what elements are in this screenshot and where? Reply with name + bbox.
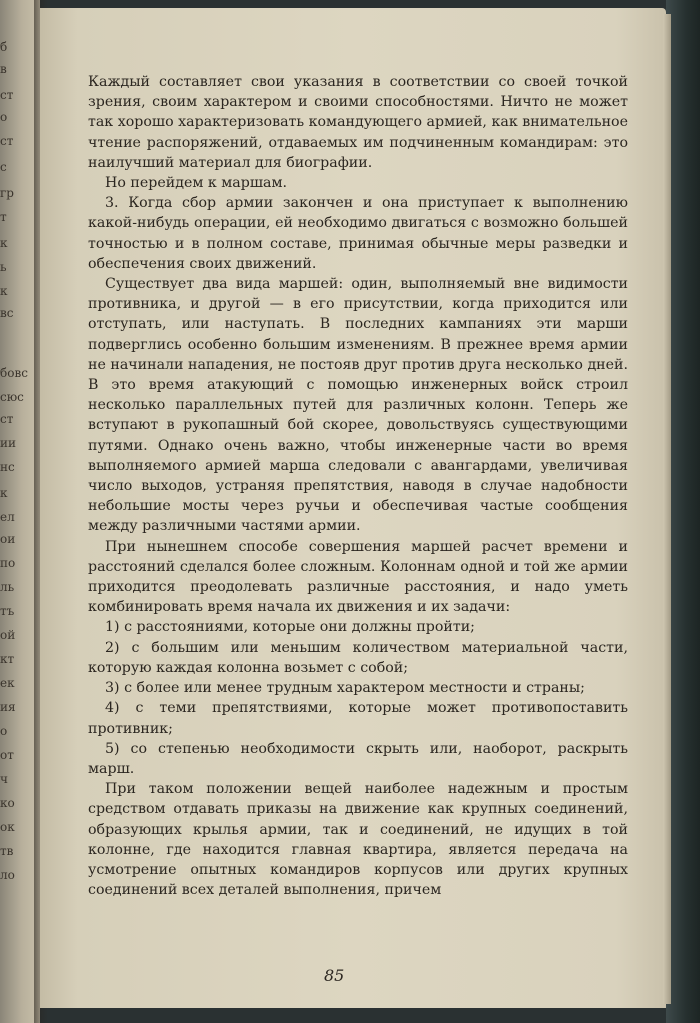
facing-page-text-fragment: ль: [0, 580, 15, 594]
facing-page-text-fragment: ь: [0, 260, 7, 274]
facing-page-text-fragment: к: [0, 486, 8, 500]
facing-page-text-fragment: к: [0, 284, 8, 298]
page-number: 85: [324, 966, 345, 985]
facing-page-text-fragment: бовс: [0, 366, 28, 380]
facing-page-text-fragment: кт: [0, 652, 15, 666]
facing-page-text-fragment: о: [0, 724, 8, 738]
facing-page-text-fragment: б: [0, 40, 8, 54]
facing-page-text-fragment: гр: [0, 186, 14, 200]
facing-page-text-fragment: ст: [0, 412, 14, 426]
facing-page-text-fragment: вс: [0, 306, 14, 320]
paragraph: 4) с теми препятствиями, которые может противопоставить противник;: [88, 700, 628, 737]
paragraph: При таком положении вещей наиболее надежным и простым средством отдавать приказы на движение как крупных соединений, образующих крылья армии, так и соединений, не идущих в той колонне, где находится главная квартира, является передача на усмотрение опытных командиров корпусов или других крупных соединений всех деталей выполнения, причем: [88, 781, 628, 899]
facing-page-text-fragment: от: [0, 748, 14, 762]
facing-page-text-fragment: ек: [0, 676, 15, 690]
paragraph: Каждый составляет свои указания в соответствии со своей точкой зрения, своим характером и своими способностями. Ничто не может так хорошо характеризовать командующего армией, как внимательное чтение распоряжений, отдаваемых им подчиненным командирам: это наилучший материал для биографии.: [88, 74, 628, 171]
facing-page-text-fragment: ия: [0, 700, 16, 714]
facing-page-text-fragment: т: [0, 210, 7, 224]
facing-page-text-fragment: тв: [0, 844, 14, 858]
facing-page-text-fragment: ст: [0, 134, 14, 148]
book-page: [40, 8, 666, 1008]
facing-page-text-fragment: ч: [0, 772, 8, 786]
paragraph: 3. Когда сбор армии закончен и она приступает к выполнению какой-нибудь операции, ей необходимо двигаться с возможно большей точностью и в полном составе, принимая обычные меры разведки и обеспечения своих движений.: [88, 195, 628, 272]
paragraph: 1) с расстояниями, которые они должны пройти;: [105, 619, 475, 636]
paragraph: 2) с большим или меньшим количеством материальной части, которую каждая колонна возьмет с собой;: [88, 639, 628, 676]
facing-page-text-fragment: тъ: [0, 604, 15, 618]
facing-page-text-fragment: ел: [0, 510, 15, 524]
facing-page-text-fragment: ст: [0, 88, 14, 102]
paragraph: При нынешнем способе совершения маршей расчет времени и расстояний сделался более сложным. Колоннам одной и той же армии приходится преодолевать различные расстояния, и надо уметь комбинировать время начала их движения и их задачи:: [88, 538, 628, 616]
facing-page-text-fragment: к: [0, 236, 8, 250]
book-cover-edge: [666, 0, 700, 1023]
facing-page-text-fragment: с: [0, 160, 7, 174]
facing-page-text-fragment: в: [0, 62, 7, 76]
paragraph: Существует два вида маршей: один, выполняемый вне видимости противника, и другой — в его присутствии, когда приходится или отступать, или наступать. В последних кампаниях эти марши подверглись особенно большим изменениям. В прежнее время армии не начинали нападения, не постояв друг против друга несколько дней. В это время атакующий с помощью инженерных войск строил несколько параллельных путей для различных колонн. Теперь же вступают в рукопашный бой скорее, довольствуясь существующими путями. Однако очень важно, чтобы инженерные части во время выполняемого армией марша следовали с авангардами, увеличивая число выходов, устраняя препятствия, наводя в случае надобности небольшие мосты через ручьи и обеспечивая частые сообщения между различными частями армии.: [88, 276, 628, 535]
page-body: [88, 72, 628, 900]
facing-page-text-fragment: ок: [0, 820, 15, 834]
paragraph: 3) с более или менее трудным характером местности и страны;: [105, 680, 585, 697]
paragraph: 5) со степенью необходимости скрыть или, наоборот, раскрыть марш.: [88, 740, 628, 777]
facing-page-text-fragment: нс: [0, 460, 15, 474]
facing-page-text-fragment: о: [0, 110, 8, 124]
facing-page-text-fragment: ои: [0, 532, 16, 546]
facing-page-text-fragment: ии: [0, 436, 16, 450]
facing-page-text-fragment: ло: [0, 868, 15, 882]
page-edge: [663, 14, 671, 1004]
paragraph: Но перейдем к маршам.: [105, 175, 288, 192]
facing-page-text-fragment: по: [0, 556, 16, 570]
facing-page-text-fragment: ой: [0, 628, 16, 642]
facing-page-text-fragment: сюс: [0, 390, 24, 404]
facing-page-text-fragment: ко: [0, 796, 15, 810]
